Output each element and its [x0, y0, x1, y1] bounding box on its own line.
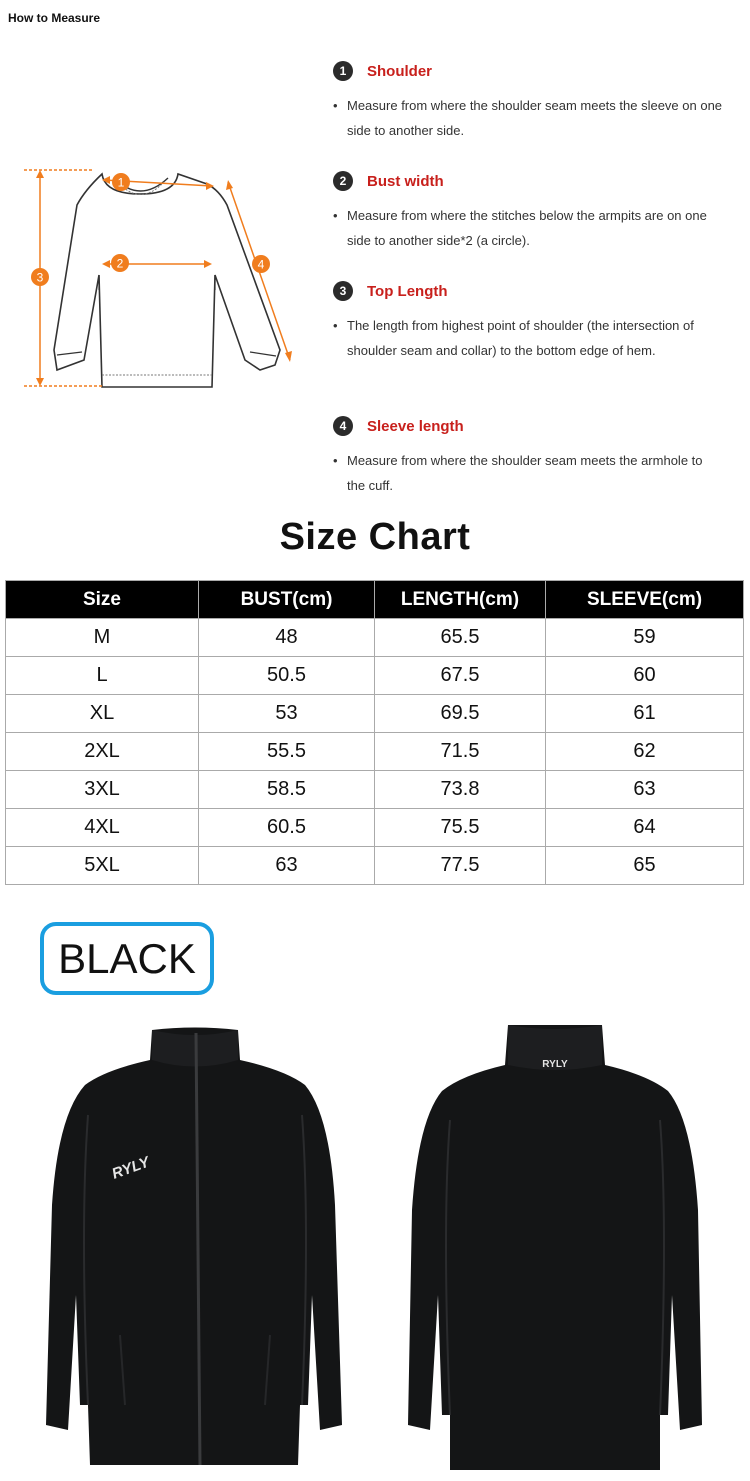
sweatshirt-outline — [22, 160, 322, 400]
bullet: • — [333, 208, 338, 223]
bullet: • — [333, 453, 338, 468]
cell-size: XL — [6, 695, 199, 733]
guide-title: Shoulder — [367, 62, 433, 80]
table-row — [6, 657, 744, 695]
svg-text:1: 1 — [117, 175, 125, 190]
column-header-size: Size — [6, 581, 199, 619]
cell-bust: 63 — [199, 847, 375, 885]
number-badge: 1 — [333, 61, 353, 81]
cell-size: M — [6, 619, 199, 657]
cell-sleeve: 59 — [546, 619, 744, 657]
number-badge: 4 — [333, 416, 353, 436]
bullet: • — [333, 98, 338, 113]
guide-shoulder — [333, 60, 733, 143]
marker-2 — [111, 254, 129, 272]
jacket-front-image — [30, 1025, 375, 1475]
cell-size: L — [6, 657, 199, 695]
guide-top-length — [333, 280, 733, 363]
cell-bust: 60.5 — [199, 809, 375, 847]
cell-bust: 48 — [199, 619, 375, 657]
cell-sleeve: 63 — [546, 771, 744, 809]
table-row — [6, 809, 744, 847]
marker-1 — [112, 173, 130, 191]
table-row — [6, 733, 744, 771]
cell-sleeve: 65 — [546, 847, 744, 885]
number-badge: 3 — [333, 281, 353, 301]
table-row — [6, 771, 744, 809]
table-row — [6, 619, 744, 657]
how-to-measure-title: How to Measure — [8, 11, 101, 25]
svg-text:2: 2 — [116, 256, 124, 271]
cell-length: 67.5 — [375, 657, 546, 695]
bullet: • — [333, 318, 338, 333]
table-row — [6, 847, 744, 885]
cell-sleeve: 64 — [546, 809, 744, 847]
svg-text:RYLY: RYLY — [542, 1059, 568, 1070]
cell-bust: 50.5 — [199, 657, 375, 695]
guide-title: Sleeve length — [367, 417, 464, 435]
column-header-length: LENGTH(cm) — [375, 581, 546, 619]
svg-text:RYLY: RYLY — [109, 1153, 152, 1183]
cell-length: 75.5 — [375, 809, 546, 847]
cell-length: 65.5 — [375, 619, 546, 657]
cell-bust: 53 — [199, 695, 375, 733]
size-chart-table — [5, 580, 744, 885]
svg-text:3: 3 — [36, 270, 44, 285]
cell-length: 71.5 — [375, 733, 546, 771]
brand-logo-back — [542, 1059, 568, 1070]
guide-description: • Measure from where the stitches below the armpits are on one side to another side*2 (a circle). — [333, 203, 723, 253]
cell-size: 4XL — [6, 809, 199, 847]
color-label: BLACK — [40, 922, 214, 995]
cell-size: 5XL — [6, 847, 199, 885]
guide-description: • The length from highest point of shoulder (the intersection of shoulder seam and collar) to the bottom edge of hem. — [333, 313, 723, 363]
column-header-sleeve: SLEEVE(cm) — [546, 581, 744, 619]
cell-size: 2XL — [6, 733, 199, 771]
guide-sleeve-length — [333, 415, 733, 498]
svg-text:4: 4 — [257, 257, 265, 272]
guide-title: Bust width — [367, 172, 444, 190]
jacket-back-image — [380, 1025, 725, 1475]
cell-sleeve: 62 — [546, 733, 744, 771]
table-header-row — [6, 581, 744, 619]
column-header-bust: BUST(cm) — [199, 581, 375, 619]
cell-size: 3XL — [6, 771, 199, 809]
guide-bust-width — [333, 170, 733, 253]
measurement-diagram — [22, 160, 322, 400]
cell-sleeve: 61 — [546, 695, 744, 733]
cell-bust: 58.5 — [199, 771, 375, 809]
marker-4 — [252, 255, 270, 273]
cell-bust: 55.5 — [199, 733, 375, 771]
guide-description: • Measure from where the shoulder seam meets the armhole to the cuff. — [333, 448, 723, 498]
marker-3 — [31, 268, 49, 286]
table-row — [6, 695, 744, 733]
cell-length: 69.5 — [375, 695, 546, 733]
guide-title: Top Length — [367, 282, 448, 300]
guide-description: • Measure from where the shoulder seam meets the sleeve on one side to another side. — [333, 93, 723, 143]
cell-length: 77.5 — [375, 847, 546, 885]
cell-length: 73.8 — [375, 771, 546, 809]
size-chart-title: Size Chart — [279, 516, 471, 558]
cell-sleeve: 60 — [546, 657, 744, 695]
number-badge: 2 — [333, 171, 353, 191]
